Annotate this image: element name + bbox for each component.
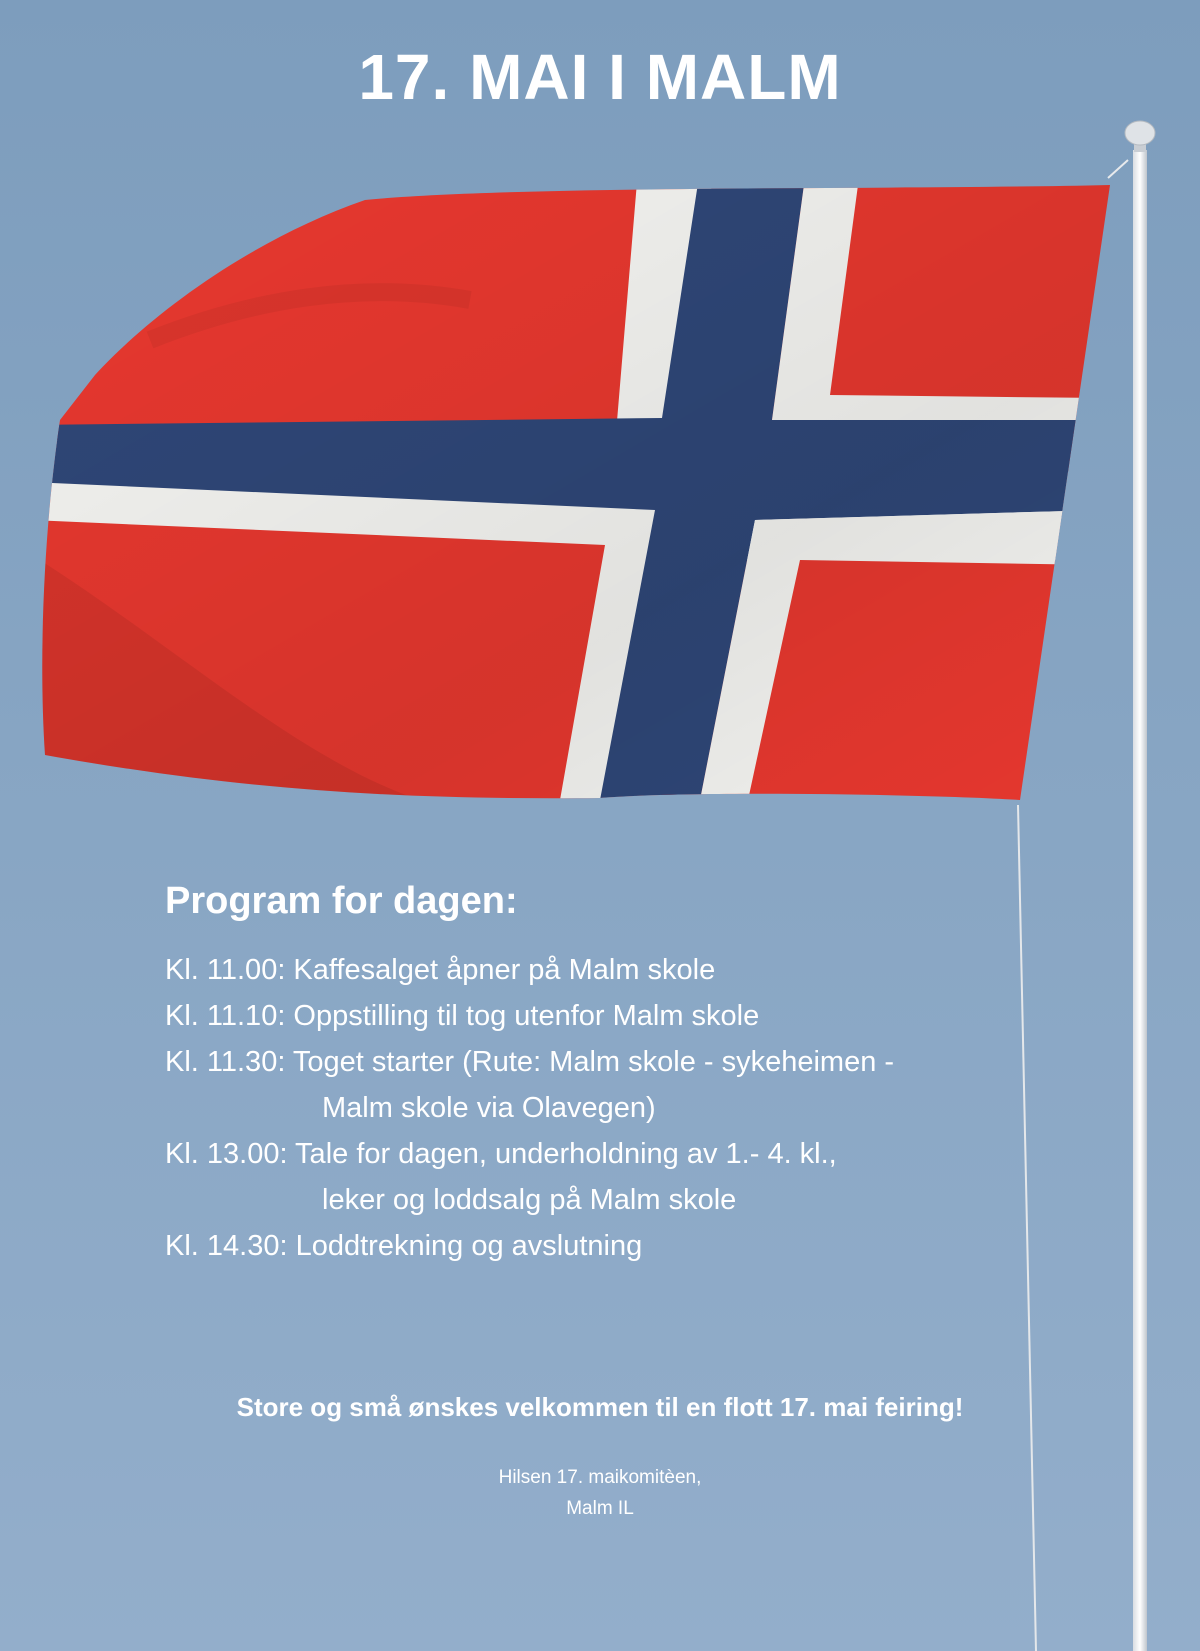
signature-greeting: Hilsen 17. maikomitèen,	[498, 1467, 702, 1488]
program-line-continuation: leker og loddsalg på Malm skole	[322, 1184, 737, 1216]
program-line: Kl. 11.00: Kaffesalget åpner på Malm skole	[165, 954, 716, 986]
signature-block	[0, 1462, 1200, 1524]
welcome-message: Store og små ønskes velkommen til en flott 17. mai feiring!	[236, 1392, 964, 1422]
norwegian-flag-icon	[0, 150, 1200, 850]
signature-organization: Malm IL	[566, 1498, 634, 1519]
program-line: Kl. 11.10: Oppstilling til tog utenfor Malm skole	[165, 1000, 760, 1032]
program-section	[165, 880, 894, 1269]
poster-title: 17. MAI I MALM	[358, 41, 842, 113]
program-line: Kl. 13.00: Tale for dagen, underholdning av 1.- 4. kl.,	[165, 1138, 837, 1170]
program-line-continuation: Malm skole via Olavegen)	[322, 1092, 656, 1124]
program-line: Kl. 11.30: Toget starter (Rute: Malm skole - sykeheimen -	[165, 1046, 895, 1078]
program-line: Kl. 14.30: Loddtrekning og avslutning	[165, 1230, 643, 1262]
program-heading: Program for dagen:	[165, 880, 518, 922]
